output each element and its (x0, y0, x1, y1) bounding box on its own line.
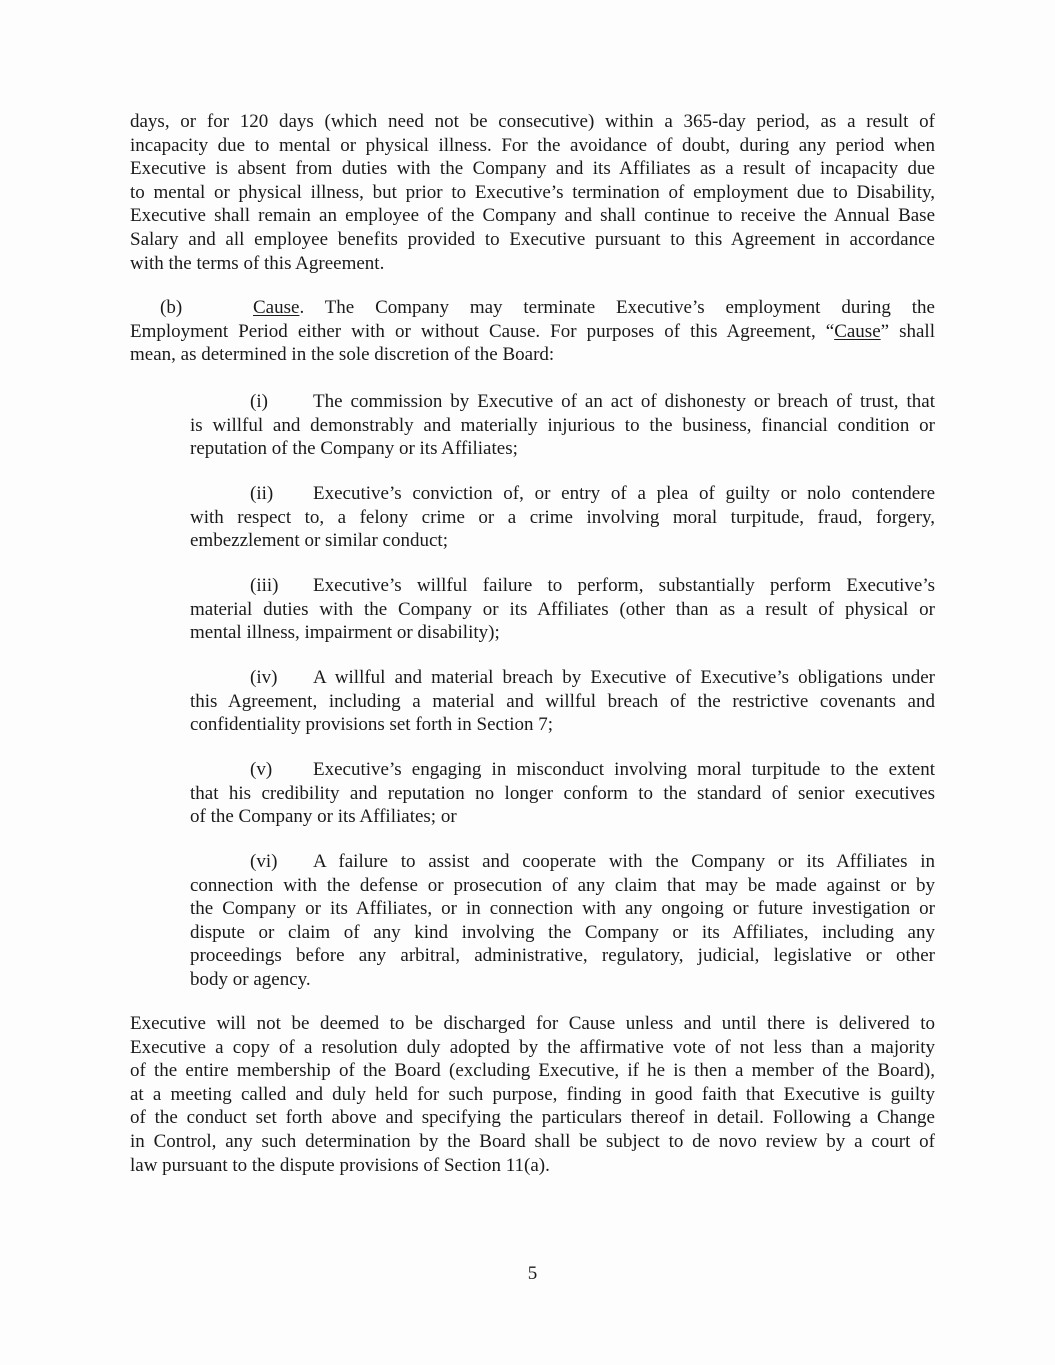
text-line (190, 390, 935, 414)
text-segment: ” shall (880, 320, 935, 342)
text-segment: Employment Period either with or without Cause. For purposes of this Agreement, “ (130, 320, 835, 342)
text-line: law pursuant to the dispute provisions of Section 11(a). (130, 1154, 550, 1176)
list-item (190, 850, 935, 992)
list-item (190, 482, 935, 553)
text-line: of the entire membership of the Board (excluding Executive, if he is then a member of the Board), (130, 1060, 935, 1082)
text-line: Executive a copy of a resolution duly adopted by the affirmative vote of not less than a majority (130, 1036, 935, 1058)
page-number: 5 (527, 1263, 538, 1284)
text-line: proceedings before any arbitral, administrative, regulatory, judicial, legislative or other (190, 945, 935, 967)
text-line: that his credibility and reputation no longer conform to the standard of senior executives (190, 782, 935, 804)
text-segment: Executive’s willful failure to perform, substantially perform Executive’s (313, 575, 935, 596)
text-line: Salary and all employee benefits provided to Executive pursuant to this Agreement in accordance (130, 228, 935, 250)
text-segment: Executive’s engaging in misconduct involving moral turpitude to the extent (313, 759, 935, 780)
text-line (190, 758, 935, 782)
text-line: material duties with the Company or its Affiliates (other than as a result of physical or (190, 598, 935, 620)
text-line: with respect to, a felony crime or a crime involving moral turpitude, fraud, forgery, (190, 506, 935, 528)
item-label: (iii) (250, 575, 279, 596)
text-segment: Executive’s conviction of, or entry of a plea of guilty or nolo contendere (313, 483, 935, 504)
paragraph-disability-continued (130, 110, 935, 275)
item-label: (iv) (250, 667, 278, 688)
text-line: is willful and demonstrably and materially injurious to the business, financial condition or (190, 414, 935, 436)
text-line (190, 574, 935, 598)
defined-term: Cause (834, 320, 881, 342)
section-heading: Cause (253, 297, 300, 318)
text-segment: . The Company may terminate Executive’s employment during the (299, 297, 935, 318)
text-line: Executive will not be deemed to be discharged for Cause unless and until there is delivered to (130, 1013, 935, 1034)
list-item (190, 574, 935, 645)
text-line: in Control, any such determination by the Board shall be subject to de novo review by a court of (130, 1130, 935, 1152)
text-line (130, 296, 935, 320)
text-line: reputation of the Company or its Affiliates; (190, 438, 518, 460)
text-line (190, 850, 935, 874)
section-label: (b) (160, 297, 183, 318)
text-line: the Company or its Affiliates, or in connection with any ongoing or future investigation or (190, 898, 935, 920)
text-line: connection with the defense or prosecution of any claim that may be made against or by (190, 874, 935, 896)
list-item (190, 390, 935, 461)
text-line (190, 482, 935, 506)
text-line: this Agreement, including a material and willful breach of the restrictive covenants and (190, 690, 935, 712)
paragraph-cause (130, 296, 935, 367)
item-label: (i) (250, 391, 268, 412)
text-segment: The commission by Executive of an act of dishonesty or breach of trust, that (313, 391, 935, 412)
text-line: confidentiality provisions set forth in Section 7; (190, 714, 554, 736)
item-label: (v) (250, 759, 273, 780)
text-line: of the Company or its Affiliates; or (190, 806, 457, 828)
text-line: of the conduct set forth above and specifying the particulars thereof in detail. Following a Change (130, 1107, 935, 1129)
text-line: days, or for 120 days (which need not be consecutive) within a 365-day period, as a result of (130, 111, 935, 132)
text-line (190, 666, 935, 690)
item-label: (ii) (250, 483, 274, 504)
text-line: body or agency. (190, 968, 311, 990)
text-line: with the terms of this Agreement. (130, 252, 385, 274)
text-line: Executive is absent from duties with the Company and its Affiliates as a result of incapacity due (130, 158, 935, 180)
list-item (190, 666, 935, 737)
text-line: Executive shall remain an employee of the Company and shall continue to receive the Annual Base (130, 205, 935, 227)
text-line (130, 320, 935, 344)
text-line: at a meeting called and duly held for such purpose, finding in good faith that Executive is guilty (130, 1083, 935, 1105)
list-item (190, 758, 935, 829)
text-line: mean, as determined in the sole discretion of the Board: (130, 344, 555, 366)
text-line: to mental or physical illness, but prior to Executive’s termination of employment due to Disability, (130, 181, 935, 203)
text-segment: A failure to assist and cooperate with the Company or its Affiliates in (313, 851, 935, 872)
text-segment: A willful and material breach by Executive of Executive’s obligations under (313, 667, 935, 688)
text-line: dispute or claim of any kind involving the Company or its Affiliates, including any (190, 921, 935, 943)
text-line: incapacity due to mental or physical illness. For the avoidance of doubt, during any period when (130, 134, 935, 156)
item-label: (vi) (250, 851, 278, 872)
text-line: embezzlement or similar conduct; (190, 530, 448, 552)
paragraph-discharge-for-cause (130, 1012, 935, 1177)
text-line: mental illness, impairment or disability); (190, 622, 500, 644)
